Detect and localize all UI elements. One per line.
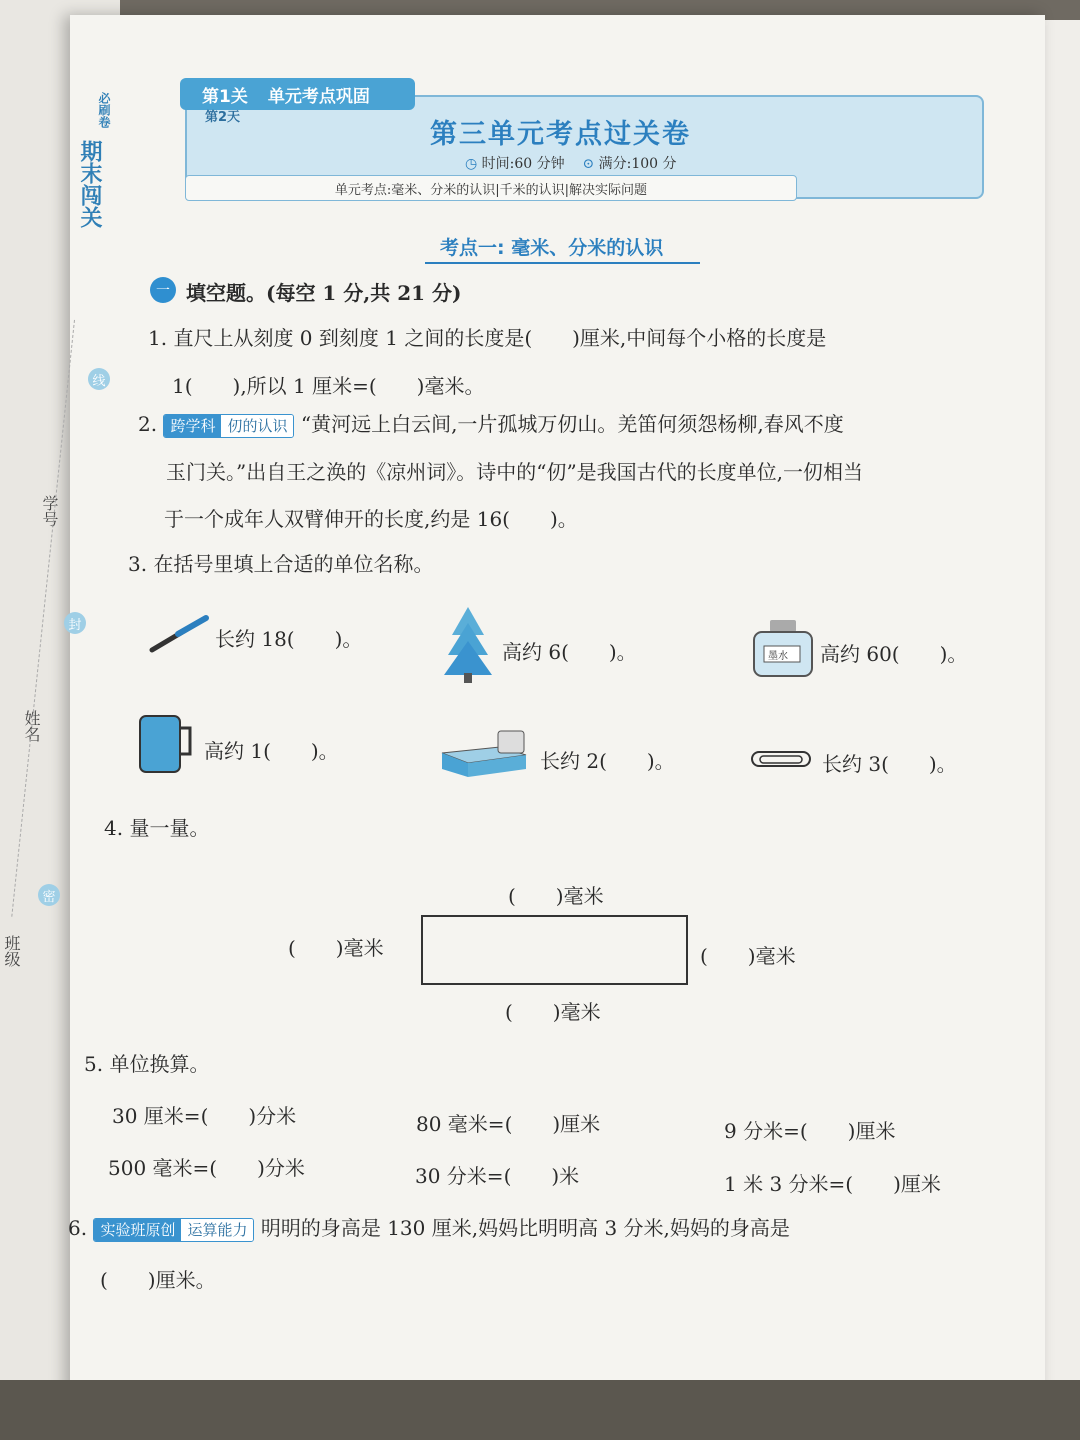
q6-tag <box>93 1218 254 1242</box>
q6-line2: ( )厘米。 <box>100 1268 216 1292</box>
full-score: 满分:100 分 <box>598 156 677 172</box>
kaodian-title: 考点一: 毫米、分米的认识 <box>440 237 664 259</box>
q2-tag <box>163 414 294 438</box>
measure-rectangle <box>421 915 688 985</box>
q2-tag-category: 跨学科 <box>164 415 221 437</box>
q2-line2: 玉门关。”出自王之涣的《凉州词》。诗中的“仞”是我国古代的长度单位,一仞相当 <box>166 460 864 484</box>
class-label: 班级 <box>2 935 21 967</box>
level-name: 单元考点巩固 <box>267 86 370 107</box>
q5-item: 9 分米=( )厘米 <box>724 1119 896 1143</box>
unit-scope: 单元考点:毫米、分米的认识|千米的认识|解决实际问题 <box>185 175 797 201</box>
name-label: 姓名 <box>22 710 41 742</box>
seal-line-marker: 线 <box>88 368 110 390</box>
dense-marker: 密 <box>38 884 60 906</box>
q6-tag-category: 实验班原创 <box>94 1219 181 1241</box>
time-limit: 时间:60 分钟 <box>481 156 565 172</box>
exam-title: 第三单元考点过关卷 <box>430 119 691 150</box>
clock-icon: ◷ <box>465 156 478 172</box>
book-title: 期末闯关 <box>77 140 102 228</box>
q2-line1: “黄河远上白云间,一片孤城万仞山。羌笛何须怨杨柳,春风不度 <box>300 412 844 436</box>
student-number-label: 学号 <box>40 495 59 527</box>
q2-line3: 于一个成年人双臂伸开的长度,约是 16( )。 <box>164 507 578 531</box>
q6-row <box>68 1212 790 1242</box>
cup-icon <box>138 712 198 776</box>
q3-ink-text: 高约 60( )。 <box>820 642 968 666</box>
q4-top-blank: ( )毫米 <box>508 884 604 908</box>
q1-line1: 1. 直尺上从刻度 0 到刻度 1 之间的长度是( )厘米,中间每个小格的长度是 <box>148 326 827 350</box>
q6-number: 6. <box>68 1216 88 1240</box>
q5-title: 5. 单位换算。 <box>84 1052 210 1076</box>
q5-item: 80 毫米=( )厘米 <box>416 1112 601 1136</box>
level-number: 第1关 <box>202 86 248 107</box>
section-title: 填空题。(每空 1 分,共 21 分) <box>186 281 462 305</box>
q3-pen-text: 长约 18( )。 <box>215 627 363 651</box>
check-icon: ⊙ <box>582 156 595 172</box>
section-number: 一 <box>150 277 176 303</box>
q5-item: 1 米 3 分米=( )厘米 <box>724 1172 941 1196</box>
q3-bed-text: 长约 2( )。 <box>540 749 675 773</box>
q3-cup-text: 高约 1( )。 <box>204 739 339 763</box>
q4-title: 4. 量一量。 <box>104 816 210 840</box>
q4-right-blank: ( )毫米 <box>700 944 796 968</box>
ink-label: 墨水 <box>768 651 788 662</box>
seal-marker: 封 <box>64 612 86 634</box>
q4-left-blank: ( )毫米 <box>288 936 384 960</box>
pen-icon <box>148 612 210 656</box>
q5-item: 500 毫米=( )分米 <box>108 1156 305 1180</box>
kaodian-underline <box>425 262 700 264</box>
day-label: 第2天 <box>205 110 241 125</box>
q5-item: 30 厘米=( )分米 <box>112 1104 297 1128</box>
q3-clip-text: 长约 3( )。 <box>822 752 957 776</box>
bed-icon <box>438 725 530 781</box>
exam-meta <box>465 153 677 173</box>
q6-tag-skill: 运算能力 <box>181 1219 253 1241</box>
q2-number: 2. <box>138 412 158 436</box>
q3-title: 3. 在括号里填上合适的单位名称。 <box>128 552 434 576</box>
book-subtitle: 必刷卷 <box>97 92 111 128</box>
table-surface <box>0 1380 1080 1440</box>
paperclip-icon <box>750 748 814 772</box>
tree-icon <box>442 605 494 685</box>
q6-line1: 明明的身高是 130 厘米,妈妈比明明高 3 分米,妈妈的身高是 <box>260 1216 790 1240</box>
q1-line2: 1( ),所以 1 厘米=( )毫米。 <box>172 374 485 398</box>
q4-bottom-blank: ( )毫米 <box>505 1000 601 1024</box>
q3-tree-text: 高约 6( )。 <box>502 640 637 664</box>
q2-tag-topic: 仞的认识 <box>221 415 293 437</box>
q2-row <box>138 408 844 438</box>
q5-item: 30 分米=( )米 <box>415 1164 580 1188</box>
